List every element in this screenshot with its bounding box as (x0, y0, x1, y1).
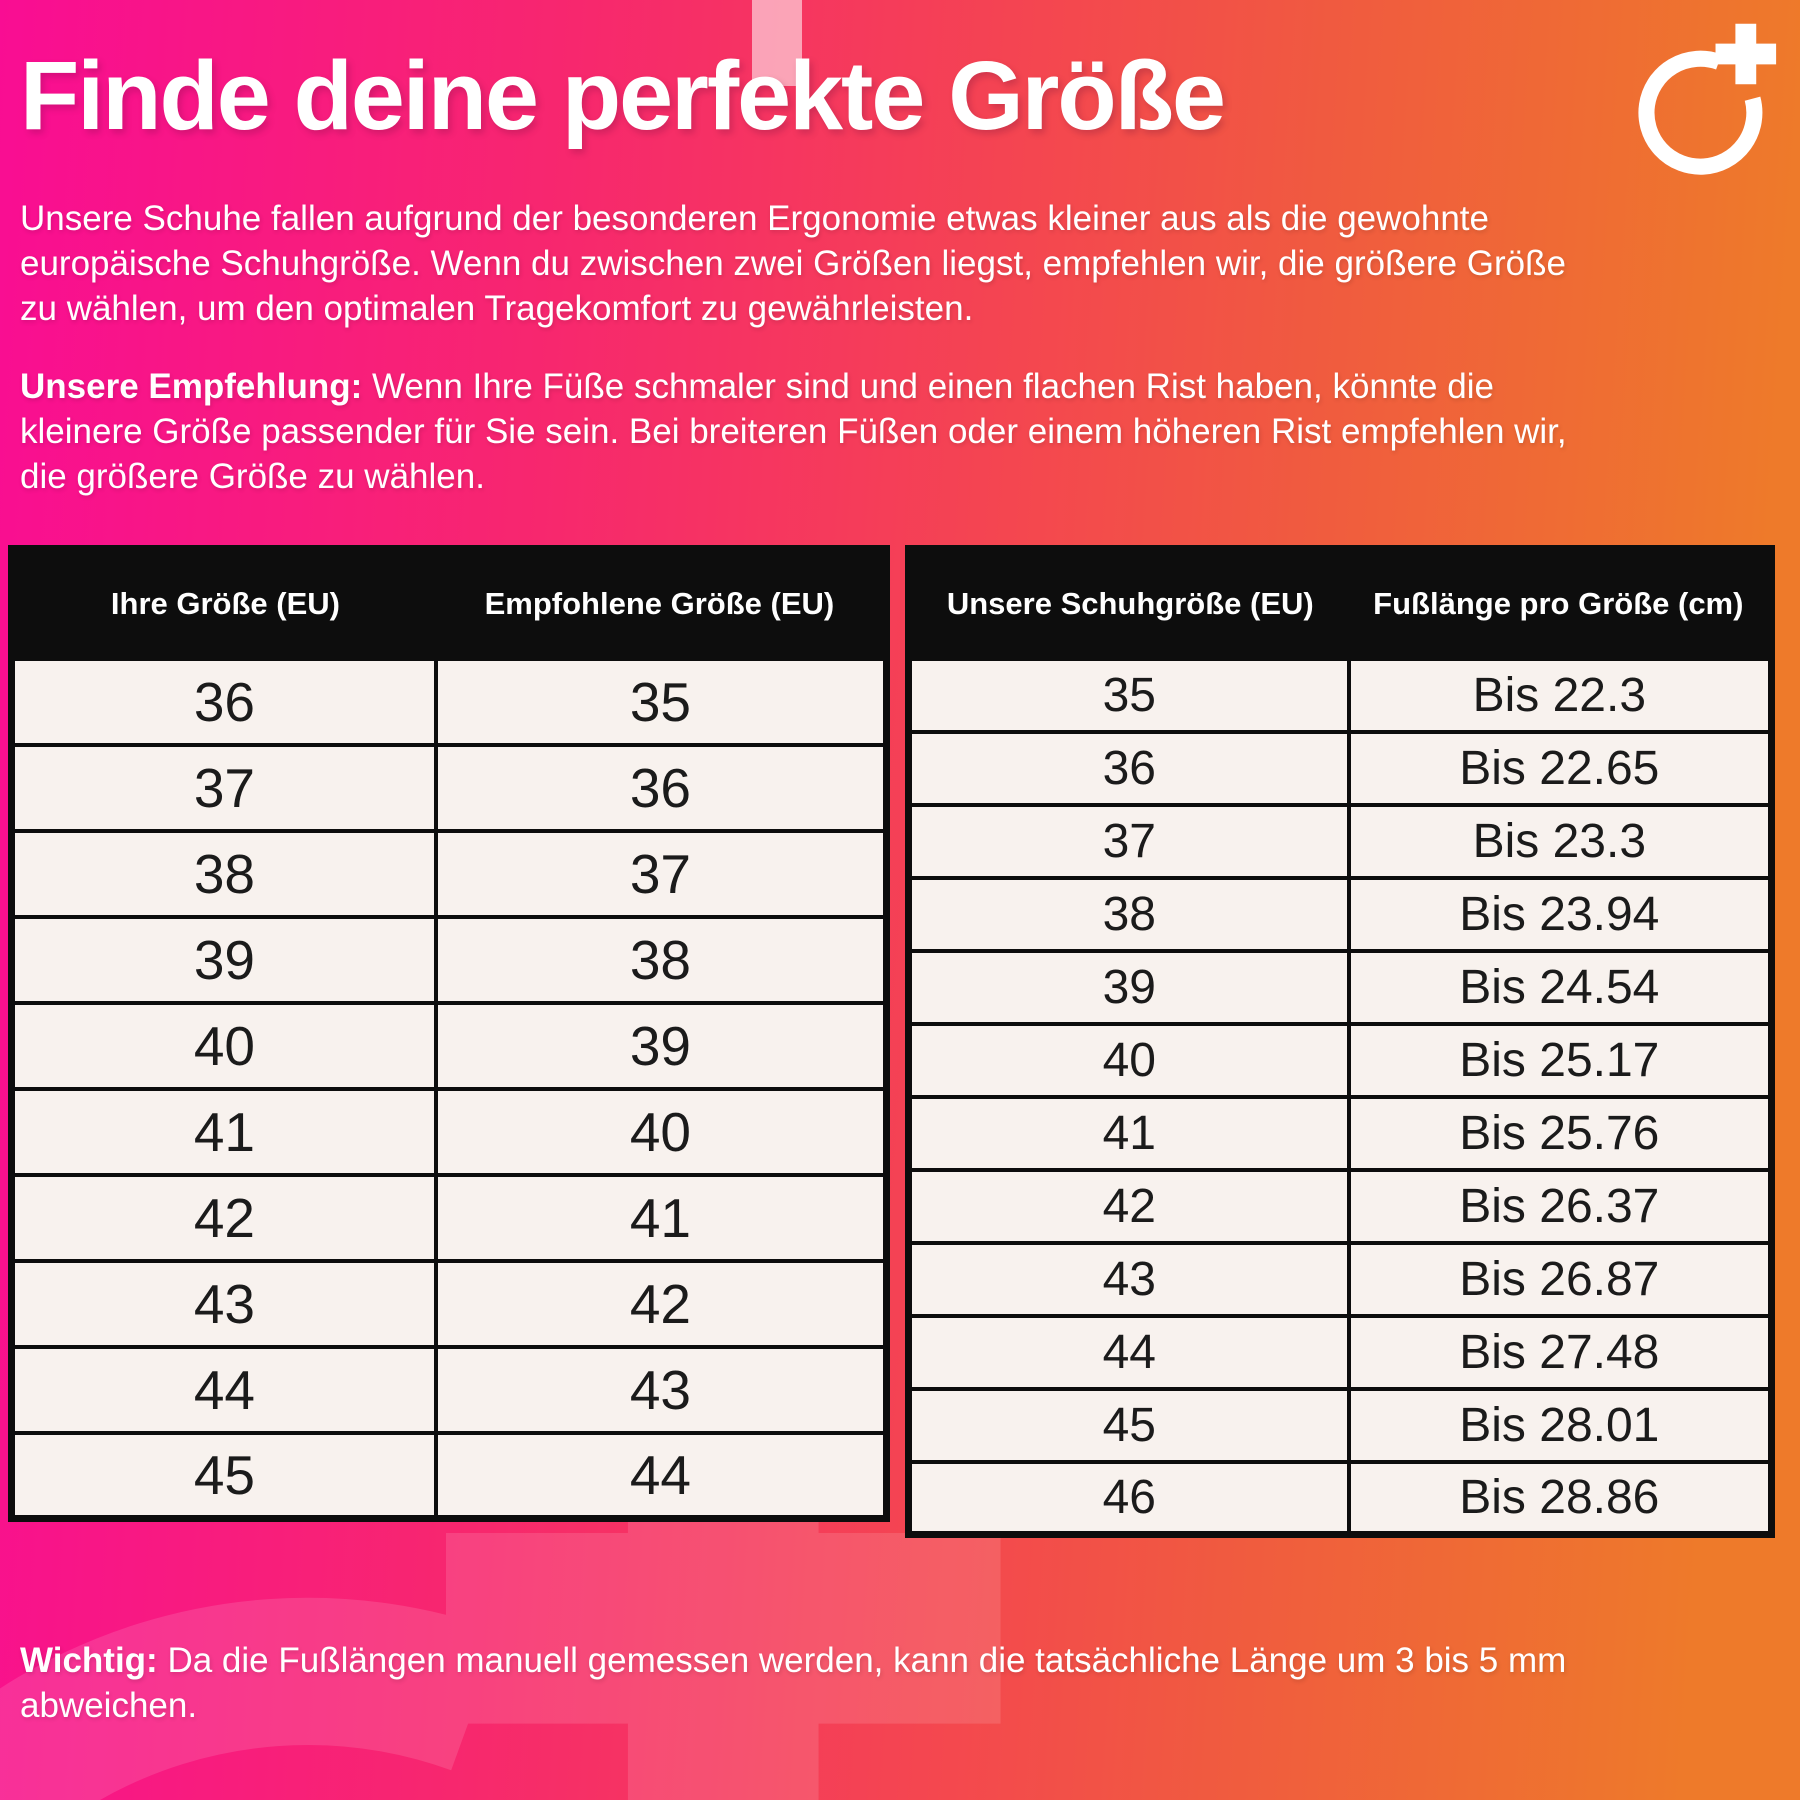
table-row (909, 1316, 1772, 1389)
table-cell: 38 (436, 917, 887, 1003)
table-row (12, 831, 887, 917)
table-cell: 37 (436, 831, 887, 917)
table-cell: 43 (12, 1261, 436, 1347)
intro-text: Unsere Schuhe fallen aufgrund der besonderen Ergonomie etwas kleiner aus als die gewohnte europäische Schuhgröße. Wenn du zwischen zwei Größen liegst, empfehlen wir, die größere Größe zu wählen, um den optimalen Tragekomfort zu gewährleisten. (20, 199, 1566, 328)
table-cell: 45 (909, 1389, 1349, 1462)
table-cell: Bis 25.17 (1349, 1024, 1772, 1097)
column-header-shoe-size: Unsere Schuhgröße (EU) (909, 549, 1349, 659)
table-cell: 40 (909, 1024, 1349, 1097)
recommendation-body: Wenn Ihre Füße schmaler sind und einen flachen Rist haben, könnte die kleinere Größe passender für Sie sein. Bei breiteren Füßen oder einem höheren Rist empfehlen wir, die größere Größe zu wählen. (20, 367, 1567, 496)
table-cell: 46 (909, 1462, 1349, 1535)
table-cell: 38 (12, 831, 436, 917)
table-row (12, 1089, 887, 1175)
table-cell: 41 (12, 1089, 436, 1175)
table-row (909, 1170, 1772, 1243)
table-cell: 36 (909, 732, 1349, 805)
table-row (909, 1462, 1772, 1535)
table-cell: 37 (12, 745, 436, 831)
foot-length-table (905, 545, 1775, 1538)
table-cell: 41 (909, 1097, 1349, 1170)
table-cell: 38 (909, 878, 1349, 951)
size-conversion-table (8, 545, 890, 1522)
table-cell: 41 (436, 1175, 887, 1261)
table-row (909, 1024, 1772, 1097)
table-cell: Bis 23.3 (1349, 805, 1772, 878)
table-header-row (12, 549, 887, 659)
table-cell: 36 (436, 745, 887, 831)
table-cell: 42 (12, 1175, 436, 1261)
table-cell: 44 (436, 1433, 887, 1519)
table-cell: Bis 25.76 (1349, 1097, 1772, 1170)
column-header-your-size: Ihre Größe (EU) (12, 549, 436, 659)
important-note-body: Da die Fußlängen manuell gemessen werden, kann die tatsächliche Länge um 3 bis 5 mm abweichen. (20, 1641, 1567, 1725)
recommendation-label: Unsere Empfehlung: (20, 367, 363, 406)
table-row (909, 951, 1772, 1024)
table-row (909, 659, 1772, 732)
column-header-foot-length: Fußlänge pro Größe (cm) (1349, 549, 1772, 659)
page-title: Finde deine perfekte Größe (20, 41, 1224, 150)
table-cell: 35 (909, 659, 1349, 732)
important-note-label: Wichtig: (20, 1641, 158, 1680)
table-cell: 40 (12, 1003, 436, 1089)
table-row (12, 1347, 887, 1433)
table-cell: Bis 28.01 (1349, 1389, 1772, 1462)
table-cell: 44 (12, 1347, 436, 1433)
table-cell: 42 (436, 1261, 887, 1347)
table-row (909, 1389, 1772, 1462)
table-cell: Bis 22.3 (1349, 659, 1772, 732)
table-cell: 40 (436, 1089, 887, 1175)
table-cell: 37 (909, 805, 1349, 878)
table-cell: 44 (909, 1316, 1349, 1389)
circle-plus-logo-icon (1636, 18, 1778, 179)
table-cell: 43 (909, 1243, 1349, 1316)
table-cell: Bis 24.54 (1349, 951, 1772, 1024)
recommendation-text (20, 364, 1605, 499)
table-cell: 36 (12, 659, 436, 745)
table-cell: 39 (909, 951, 1349, 1024)
column-header-recommended-size: Empfohlene Größe (EU) (436, 549, 887, 659)
table-row (909, 878, 1772, 951)
table-row (12, 745, 887, 831)
table-row (12, 659, 887, 745)
table-cell: Bis 23.94 (1349, 878, 1772, 951)
table-row (12, 917, 887, 1003)
table-row (909, 805, 1772, 878)
table-cell: Bis 28.86 (1349, 1462, 1772, 1535)
table-row (909, 1097, 1772, 1170)
table-cell: 39 (436, 1003, 887, 1089)
table-cell: Bis 22.65 (1349, 732, 1772, 805)
table-row (909, 732, 1772, 805)
table-row (909, 1243, 1772, 1316)
table-cell: 42 (909, 1170, 1349, 1243)
table-row (12, 1175, 887, 1261)
table-cell: Bis 26.37 (1349, 1170, 1772, 1243)
table-row (12, 1433, 887, 1519)
table-cell: 43 (436, 1347, 887, 1433)
table-header-row (909, 549, 1772, 659)
table-row (12, 1003, 887, 1089)
table-cell: Bis 27.48 (1349, 1316, 1772, 1389)
table-cell: Bis 26.87 (1349, 1243, 1772, 1316)
table-cell: 39 (12, 917, 436, 1003)
table-cell: 35 (436, 659, 887, 745)
table-row (12, 1261, 887, 1347)
table-cell: 45 (12, 1433, 436, 1519)
important-note (20, 1638, 1660, 1728)
